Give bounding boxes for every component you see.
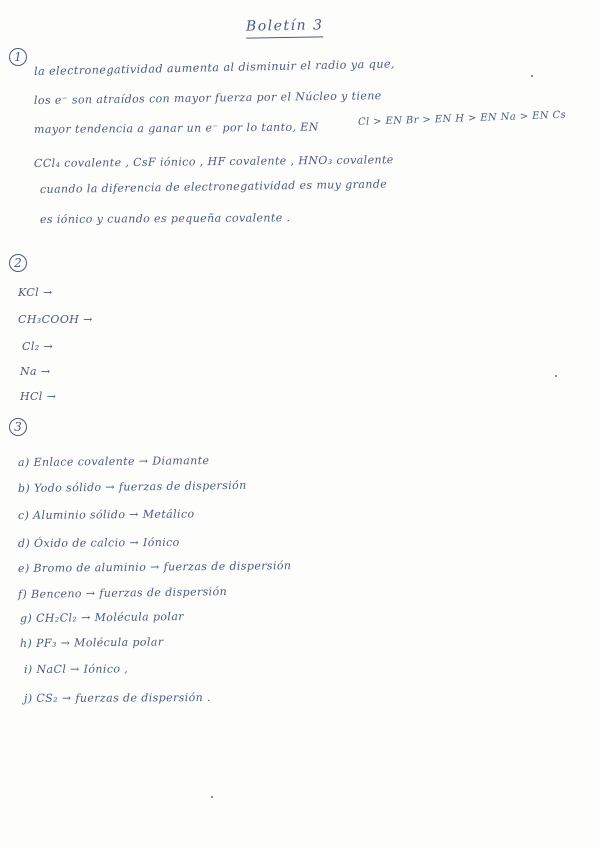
stray-mark (531, 75, 533, 77)
q2-item-hcl: HCl → (20, 390, 57, 403)
q3-item-g: g) CH₂Cl₂ → Molécula polar (19, 609, 185, 625)
q3-item-c: c) Aluminio sólido → Metálico (17, 507, 195, 522)
q3-item-h: h) PF₃ → Molécula polar (19, 635, 164, 650)
q1-electronegativity-chain: Cl > EN Br > EN H > EN Na > EN Cs (357, 109, 567, 128)
q2-item-ch3cooh: CH₃COOH → (18, 313, 93, 326)
q3-item-f: f) Benceno → fuerzas de dispersión (17, 585, 228, 601)
q3-item-i: i) NaCl → Iónico , (23, 662, 129, 676)
q3-item-a: a) Enlace covalente → Diamante (17, 453, 210, 469)
page-title: Boletín 3 (246, 17, 324, 38)
q2-item-kcl: KCl → (18, 286, 53, 299)
question-1-number: 1 (9, 48, 27, 66)
q1-line-2: los e⁻ son atraídos con mayor fuerza por el Núcleo y tiene (33, 89, 382, 107)
question-2-number: 2 (9, 254, 27, 272)
q2-item-cl2: Cl₂ → (22, 340, 54, 353)
q2-item-na: Na → (20, 365, 51, 378)
q3-item-d: d) Óxido de calcio → Iónico (17, 535, 180, 550)
question-3-number: 3 (9, 418, 27, 436)
q3-item-j: j) CS₂ → fuerzas de dispersión . (23, 691, 211, 705)
q1-line-4: CCl₄ covalente , CsF iónico , HF covalente , HNO₃ covalente (33, 153, 394, 170)
q3-item-e: e) Bromo de aluminio → fuerzas de dispersión (17, 559, 292, 575)
stray-mark (211, 796, 213, 798)
q1-line-6: es iónico y cuando es pequeña covalente . (39, 211, 291, 226)
q1-line-5: cuando la diferencia de electronegatividad es muy grande (39, 177, 388, 196)
q1-line-1: la electronegatividad aumenta al disminuir el radio ya que, (33, 57, 396, 78)
q3-item-b: b) Yodo sólido → fuerzas de dispersión (17, 478, 247, 495)
q1-line-3: mayor tendencia a ganar un e⁻ por lo tanto, EN (33, 120, 319, 136)
stray-mark (555, 375, 557, 377)
